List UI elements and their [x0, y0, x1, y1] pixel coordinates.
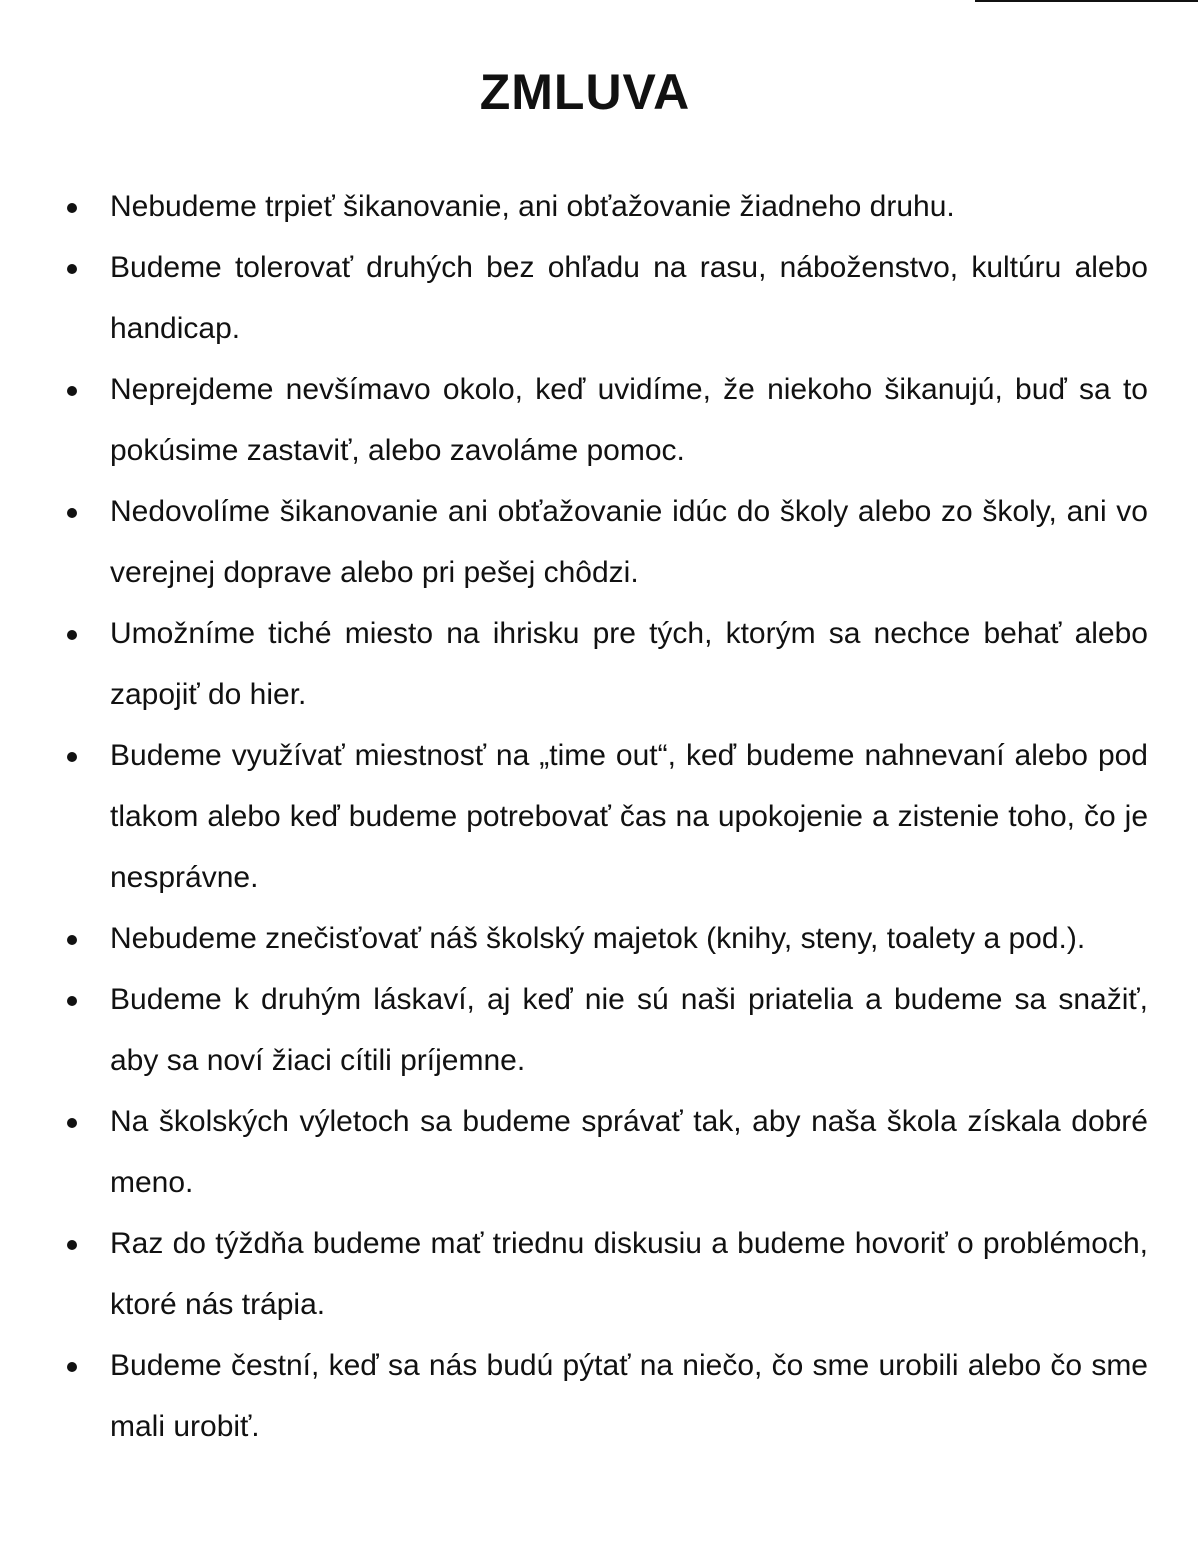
bullet-icon — [67, 264, 77, 274]
bullet-icon — [67, 386, 77, 396]
rule-item — [60, 1091, 1148, 1213]
document-title: ZMLUVA — [479, 63, 691, 120]
rule-text: Nebudeme trpieť šikanovanie, ani obťažovanie žiadneho druhu. — [110, 190, 955, 223]
rule-text: Na školských výletoch sa budeme správať tak, aby naša škola získala dobré meno. — [110, 1105, 1148, 1199]
rule-text: Raz do týždňa budeme mať triednu diskusiu a budeme hovoriť o problémoch, ktoré nás trápia. — [110, 1227, 1148, 1321]
rule-text: Nebudeme znečisťovať náš školský majetok (knihy, steny, toalety a pod.). — [110, 922, 1086, 955]
bullet-icon — [67, 935, 77, 945]
rule-item — [60, 481, 1148, 603]
corner-rule-line — [975, 0, 1198, 2]
bullet-icon — [67, 1362, 77, 1372]
rule-item — [60, 176, 1148, 237]
rule-item — [60, 969, 1148, 1091]
rule-item — [60, 1213, 1148, 1335]
rule-text: Budeme k druhým láskaví, aj keď nie sú naši priatelia a budeme sa snažiť, aby sa noví žiaci cítili príjemne. — [110, 983, 1148, 1077]
bullet-icon — [67, 996, 77, 1006]
rule-text: Budeme využívať miestnosť na „time out“, keď budeme nahnevaní alebo pod tlakom alebo keď budeme potrebovať čas na upokojenie a zistenie toho, čo je nesprávne. — [110, 739, 1148, 894]
rule-item — [60, 237, 1148, 359]
bullet-icon — [67, 1118, 77, 1128]
rule-text: Budeme tolerovať druhých bez ohľadu na rasu, náboženstvo, kultúru alebo handicap. — [110, 251, 1148, 345]
rule-item — [60, 908, 1148, 969]
rule-item — [60, 1335, 1148, 1457]
rule-text: Budeme čestní, keď sa nás budú pýtať na niečo, čo sme urobili alebo čo sme mali urobiť. — [110, 1349, 1148, 1443]
bullet-icon — [67, 203, 77, 213]
bullet-icon — [67, 508, 77, 518]
rule-text: Umožníme tiché miesto na ihrisku pre tých, ktorým sa nechce behať alebo zapojiť do hier. — [110, 617, 1148, 711]
rule-text: Neprejdeme nevšímavo okolo, keď uvidíme, že niekoho šikanujú, buď sa to pokúsime zastaviť, alebo zavoláme pomoc. — [110, 373, 1148, 467]
rules-list — [60, 176, 1148, 1457]
bullet-icon — [67, 1240, 77, 1250]
rule-text: Nedovolíme šikanovanie ani obťažovanie idúc do školy alebo zo školy, ani vo verejnej doprave alebo pri pešej chôdzi. — [110, 495, 1148, 589]
bullet-icon — [67, 752, 77, 762]
rule-item — [60, 359, 1148, 481]
rule-item — [60, 603, 1148, 725]
bullet-icon — [67, 630, 77, 640]
rule-item — [60, 725, 1148, 908]
